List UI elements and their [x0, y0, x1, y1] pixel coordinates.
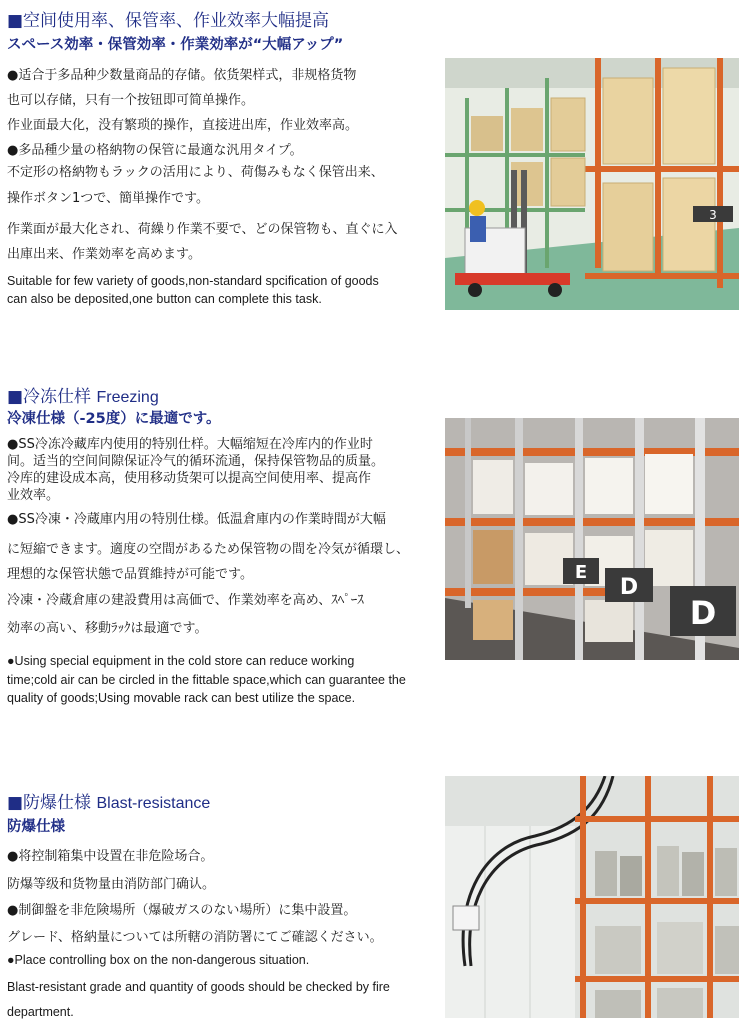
section1-line: 作業面が最大化され、荷繰り作業不要で、どの保管物も、直ぐに入 — [7, 222, 398, 237]
section1-line: ●多品種少量の格納物の保管に最適な汎用タイプ。 — [7, 143, 303, 158]
section2-title-cn: ■冷冻仕样 — [7, 387, 92, 407]
section2-line: 冷库的建设成本高，使用移动货架可以提高空间使用率、提高作 — [7, 471, 372, 486]
cold-store-rack-photo — [445, 418, 739, 660]
rack-letter-label: D — [619, 575, 639, 600]
section3-title — [7, 788, 210, 813]
section1-line: 出庫出来、作業効率を高めます。 — [7, 247, 201, 262]
blast-resistant-rack-photo — [445, 776, 739, 1018]
section2-line: に短縮できます。適度の空間があるため保管物の間を冷気が循環し、 — [7, 542, 409, 557]
section2-subtitle: 冷凍仕様（-25度）に最適です。 — [7, 411, 221, 427]
section1-subtitle: スペース効率・保管効率・作業効率が“大幅アップ” — [7, 37, 344, 53]
section1-line: 也可以存储，只有一个按钮即可简单操作。 — [7, 93, 255, 108]
section2-english: ●Using special equipment in the cold store can reduce working — [7, 654, 355, 668]
section3-english: department. — [7, 1005, 74, 1019]
section2-english: time;cold air can be circled in the fittable space,which can guarantee the — [7, 673, 406, 687]
section3-english: ●Place controlling box on the non-dangerous situation. — [7, 953, 310, 967]
section1-title: ■空间使用率、保管率、作业效率大幅提高 — [7, 11, 330, 31]
section1-english: Suitable for few variety of goods,non-standard spcification of goods — [7, 274, 379, 288]
section1-line: 不定形の格納物もラックの活用により、荷傷みもなく保管出来、 — [7, 165, 384, 180]
section2-line: ●SS冷凍・冷蔵庫内用の特別仕様。低温倉庫内の作業時間が大幅 — [7, 512, 386, 527]
section1-line: ●适合于多品种少数量商品的存储。依货架样式，非规格货物 — [7, 68, 357, 83]
section2-line: 业效率。 — [7, 488, 60, 503]
section2-line: 効率の高い、移動ﾗｯｸは最適です。 — [7, 621, 208, 636]
section2-line: 理想的な保管状態で品質維持が可能です。 — [7, 567, 253, 582]
warehouse-forklift-photo — [445, 58, 739, 310]
section1-english: can also be deposited,one button can complete this task. — [7, 292, 322, 306]
section3-line: ●将控制箱集中设置在非危险场合。 — [7, 849, 214, 864]
section1-line: 作业面最大化，没有繁琐的操作，直接进出库，作业效率高。 — [7, 118, 359, 133]
section3-line: ●制御盤を非危険場所（爆破ガスのない場所）に集中設置。 — [7, 903, 357, 918]
section3-line: グレード、格納量については所轄の消防署にてご確認ください。 — [7, 930, 383, 945]
section2-title — [7, 382, 159, 407]
section2-line: 间。适当的空间间隙保证冷气的循环流通，保持保管物品的质量。 — [7, 454, 385, 469]
section3-english: Blast-resistant grade and quantity of goods should be checked by fire — [7, 980, 390, 994]
section3-title-en: Blast-resistance — [96, 795, 211, 812]
section2-line: ●SS冷冻冷藏库内使用的特别仕样。大幅缩短在冷库内的作业时 — [7, 437, 373, 452]
section2-english: quality of goods;Using movable rack can best utilize the space. — [7, 691, 356, 705]
section2-line: 冷凍・冷蔵倉庫の建設費用は高価で、作業効率を高め、ｽﾍﾟｰｽ — [7, 593, 364, 608]
rack-number-label: 3 — [709, 208, 717, 222]
section3-subtitle: 防爆仕様 — [7, 819, 65, 835]
section3-line: 防爆等级和货物量由消防部门确认。 — [7, 877, 216, 892]
section1-line: 操作ボタン1つで、簡単操作です。 — [7, 191, 209, 206]
section2-title-en: Freezing — [96, 389, 159, 406]
section3-title-cn: ■防爆仕様 — [7, 793, 92, 813]
rack-letter-label: E — [574, 562, 588, 583]
rack-letter-label: D — [689, 594, 717, 632]
